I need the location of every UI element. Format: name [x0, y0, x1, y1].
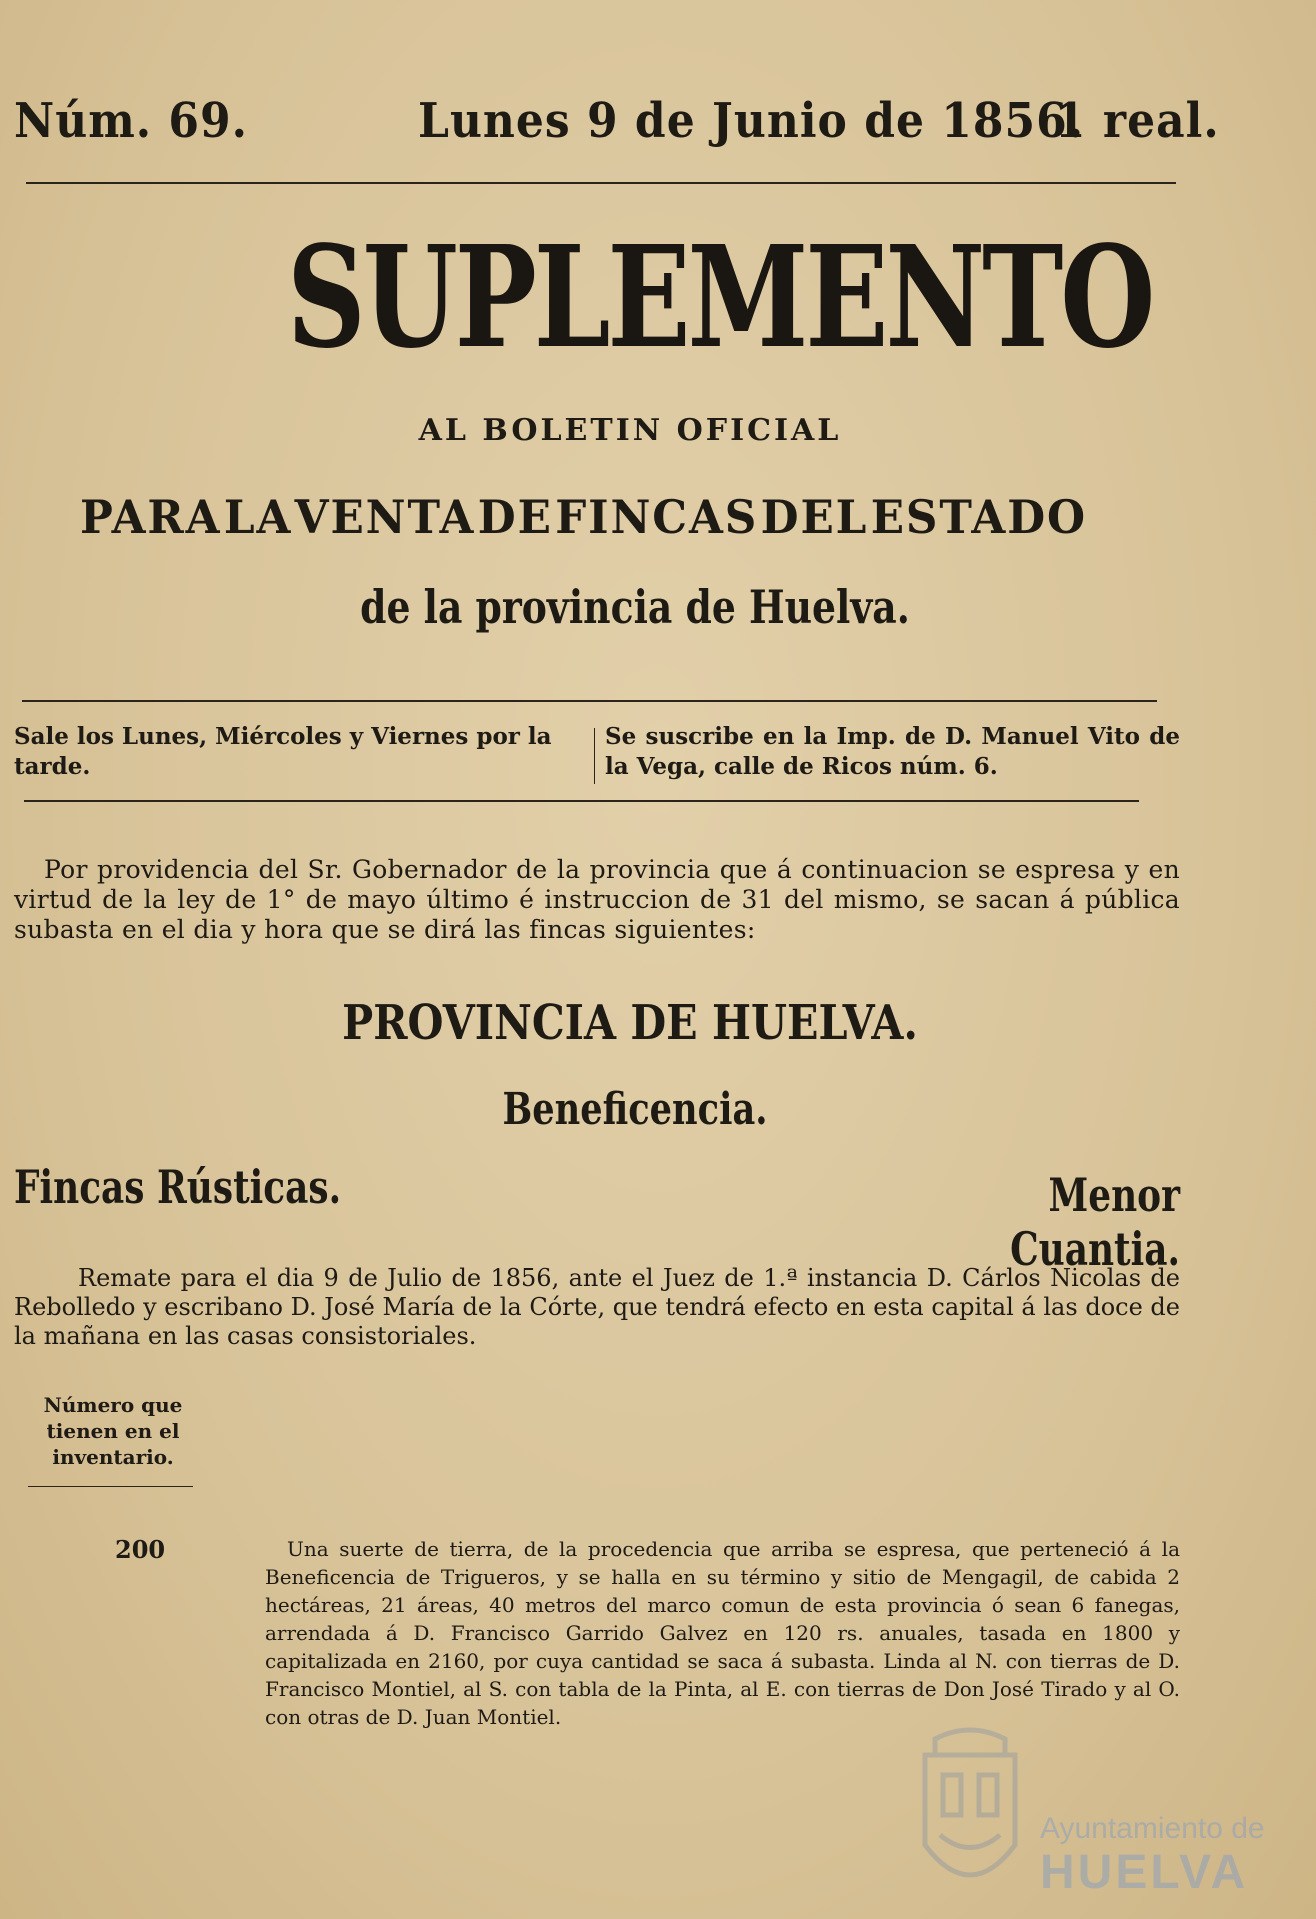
crest-watermark-icon [905, 1725, 1035, 1915]
inventory-column-heading: Número que tienen en el inventario. [43, 1393, 183, 1469]
right-heading: Menor Cuantia. [1010, 1168, 1180, 1276]
masthead-rule [22, 700, 1157, 702]
subtitle-word: FINCAS [555, 490, 759, 544]
masthead-subtitle-1: AL BOLETIN OFICIAL [418, 413, 842, 448]
subtitle-word: LA [223, 490, 293, 544]
publication-schedule: Sale los Lunes, Miércoles y Viernes por la tarde. [14, 723, 552, 780]
entry-number: 200 [115, 1535, 166, 1564]
left-heading: Fincas Rústicas. [14, 1160, 342, 1214]
watermark-line-1: Ayuntamiento de [1040, 1812, 1265, 1845]
info-divider [594, 728, 595, 784]
info-rule [24, 800, 1139, 802]
remate-paragraph: Remate para el dia 9 de Julio de 1856, ante el Juez de 1.ª instancia D. Cárlos Nicolas de Rebolledo y escribano D. José María de la Córte, que tendrá efecto en esta capital á las doce de la mañana en las casas consistoriales. [14, 1264, 1180, 1350]
masthead-subtitle-2 [80, 490, 1087, 544]
issue-date: Lunes 9 de Junio de 1856. [418, 93, 1085, 150]
issue-number: Núm. 69. [14, 93, 248, 150]
watermark-line-2: HUELVA [1040, 1846, 1249, 1899]
subscription-info: Se suscribe en la Imp. de D. Manuel Vito de la Vega, calle de Ricos núm. 6. [605, 723, 1180, 780]
masthead-subtitle-3: de la provincia de Huelva. [360, 580, 910, 634]
subtitle-word: VENTA [294, 490, 476, 544]
subtitle-word: PARA [80, 490, 222, 544]
masthead-title: SUPLEMENTO [286, 216, 1153, 380]
header-rule [26, 182, 1176, 184]
issue-price: 1 real. [1055, 93, 1220, 150]
column-heading-rule [28, 1486, 193, 1487]
intro-paragraph: Por providencia del Sr. Gobernador de la provincia que á continuacion se espresa y en virtud de la ley de 1° de mayo último é instruccion de 31 del mismo, se sacan á pública subasta en el dia y hora que se dirá las fincas siguientes: [14, 855, 1180, 944]
province-heading: PROVINCIA DE HUELVA. [342, 995, 918, 1051]
subtitle-word: DE [477, 490, 553, 544]
section-heading: Beneficencia. [502, 1084, 768, 1135]
subtitle-word: DEL [760, 490, 869, 544]
subtitle-word: ESTADO [870, 490, 1087, 544]
entry-text: Una suerte de tierra, de la procedencia que arriba se espresa, que perteneció á la Beneficencia de Trigueros, y se halla en su término y sitio de Mengagil, de cabida 2 hectáreas, 21 áreas, 40 metros del marco comun de esta provincia ó sean 6 fanegas, arrendada á D. Francisco Garrido Galvez en 120 rs. anuales, tasada en 1800 y capitalizada en 2160, por cuya cantidad se saca á subasta. Linda al N. con tierras de D. Francisco Montiel, al S. con tabla de la Pinta, al E. con tierras de Don José Tirado y al O. con otras de D. Juan Montiel. [265, 1537, 1180, 1729]
